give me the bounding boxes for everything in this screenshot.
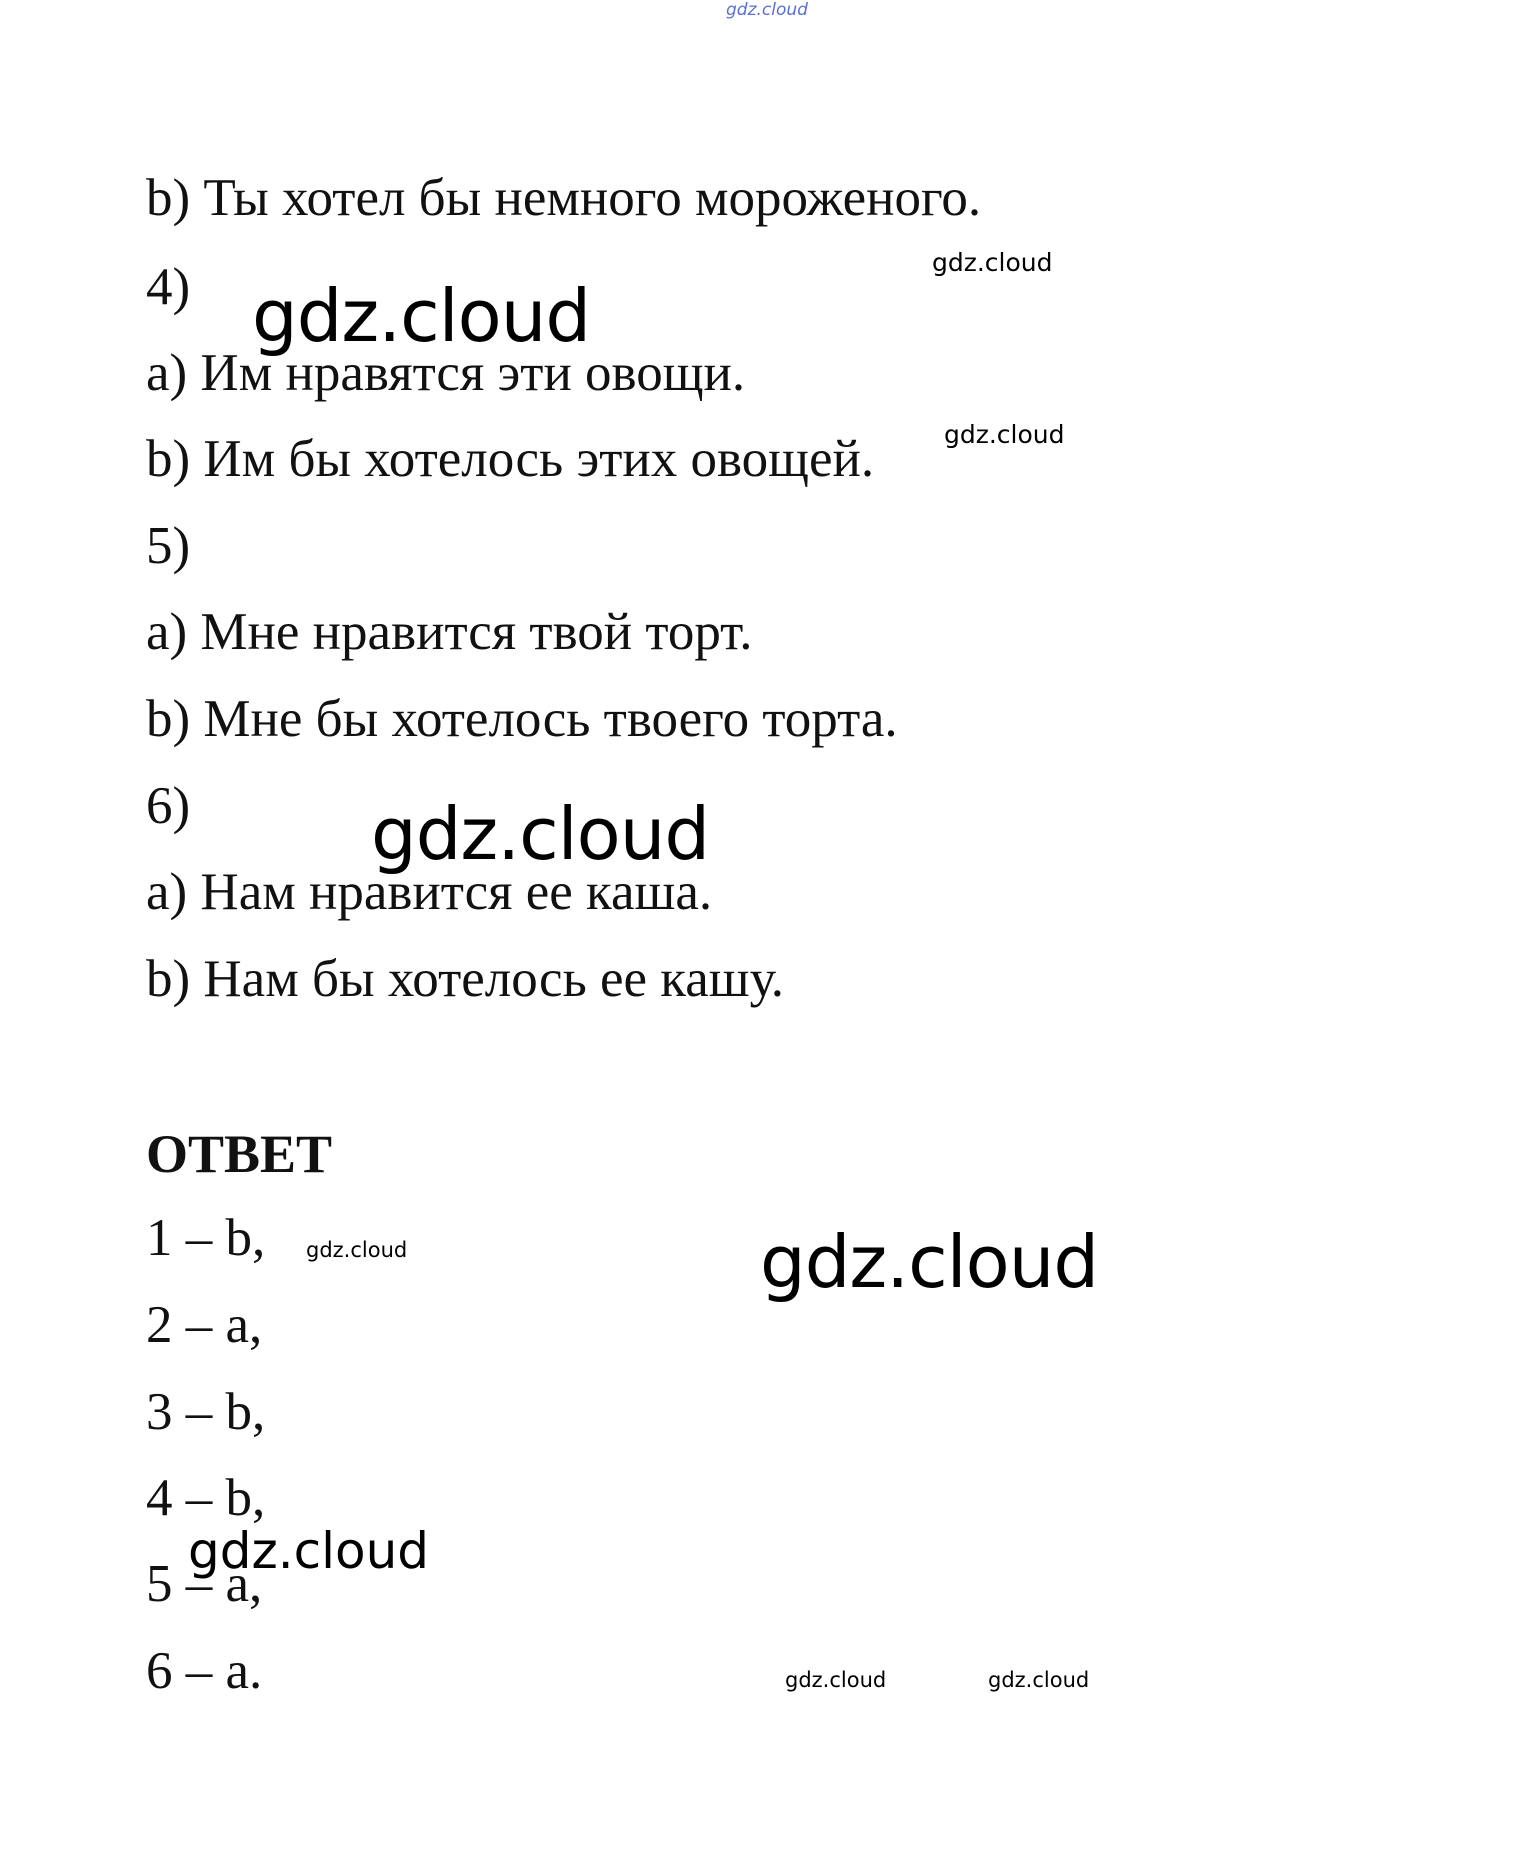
answer-line: 3 – b, bbox=[146, 1383, 266, 1441]
watermark: gdz.cloud bbox=[188, 1522, 430, 1580]
answer-line: 6 – a. bbox=[146, 1642, 263, 1700]
exercise-line: b) Ты хотел бы немного мороженого. bbox=[146, 169, 982, 227]
exercise-line: 4) bbox=[146, 258, 191, 316]
watermark: gdz.cloud bbox=[371, 792, 710, 876]
exercise-line: b) Мне бы хотелось твоего торта. bbox=[146, 690, 898, 748]
watermark: gdz.cloud bbox=[932, 248, 1053, 277]
answer-line: 4 – b, bbox=[146, 1469, 266, 1527]
answer-line: 5 – a, bbox=[146, 1555, 263, 1613]
exercise-line: a) Им нравятся эти овощи. bbox=[146, 344, 746, 402]
exercise-line: b) Нам бы хотелось ее кашу. bbox=[146, 950, 785, 1008]
exercise-line: 5) bbox=[146, 517, 191, 575]
exercise-line: a) Нам нравится ее каша. bbox=[146, 863, 713, 921]
watermark: gdz.cloud bbox=[252, 274, 591, 358]
answer-line: 2 – a, bbox=[146, 1296, 263, 1354]
watermark: gdz.cloud bbox=[760, 1220, 1099, 1304]
watermark: gdz.cloud bbox=[944, 420, 1065, 449]
exercise-line: 6) bbox=[146, 777, 191, 835]
header-watermark: gdz.cloud bbox=[726, 0, 808, 20]
exercise-line: a) Мне нравится твой торт. bbox=[146, 603, 753, 661]
watermark: gdz.cloud bbox=[306, 1238, 408, 1262]
watermark: gdz.cloud bbox=[785, 1668, 887, 1692]
answer-heading: ОТВЕТ bbox=[146, 1124, 333, 1184]
watermark: gdz.cloud bbox=[988, 1668, 1090, 1692]
exercise-line: b) Им бы хотелось этих овощей. bbox=[146, 430, 875, 488]
answer-line: 1 – b, bbox=[146, 1209, 266, 1267]
